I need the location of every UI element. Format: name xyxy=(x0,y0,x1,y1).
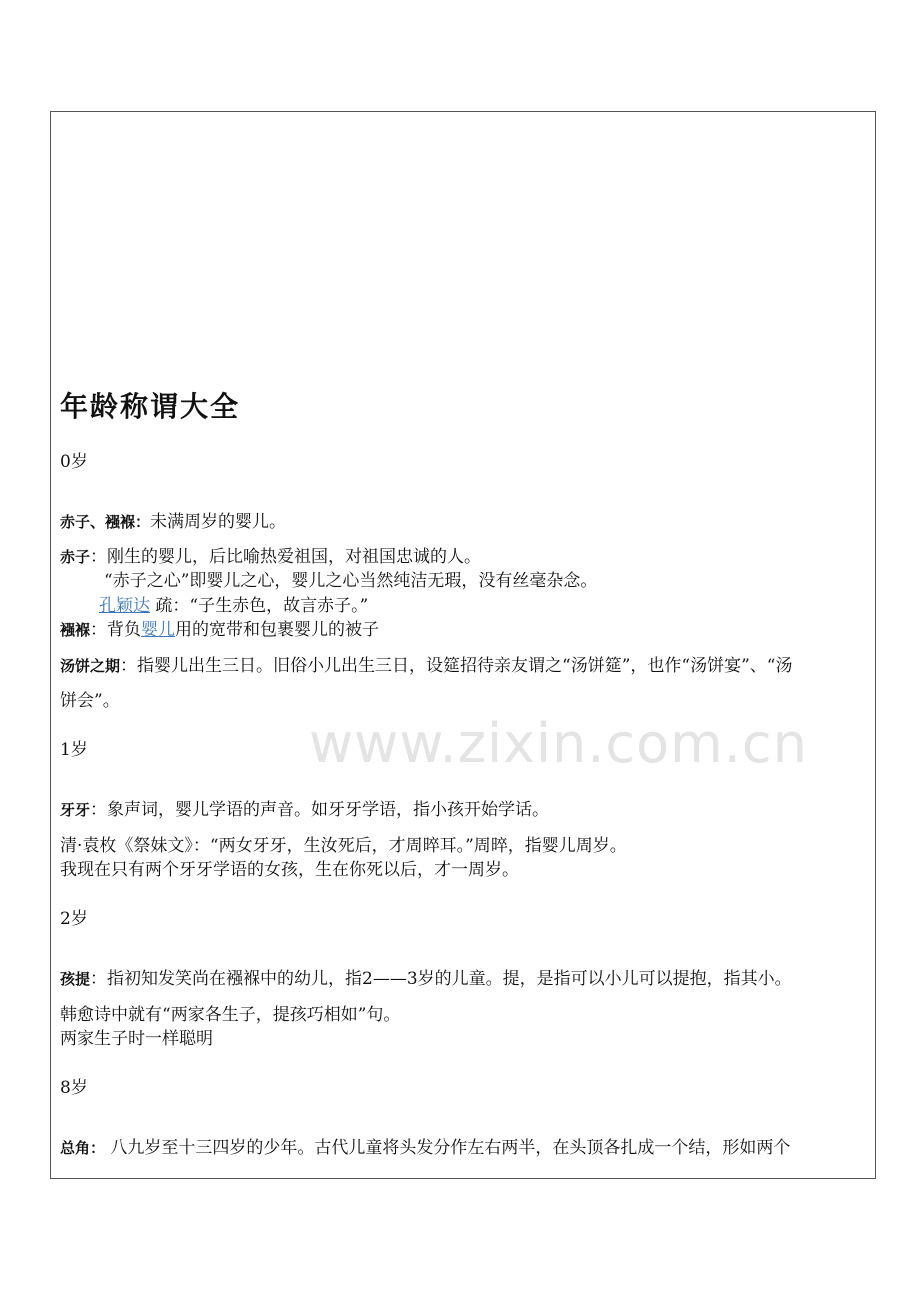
entry-term: 赤子 xyxy=(60,548,91,566)
entry-yaya-line3: 我现在只有两个牙牙学语的女孩，生在你死以后，才一周岁。 xyxy=(60,860,519,880)
entry-text: ：背负 xyxy=(90,620,142,640)
entry-term: 赤子、襁褓： xyxy=(60,513,151,531)
entry-term: 襁褓 xyxy=(60,621,91,639)
entry-text: 疏：“子生赤色，故言赤子。” xyxy=(150,596,369,616)
entry-chizi xyxy=(60,546,481,568)
document-frame xyxy=(50,111,876,1179)
entry-haiti xyxy=(60,968,792,990)
section-heading-age0: 0岁 xyxy=(60,452,88,472)
entry-chizi-line3 xyxy=(99,595,368,617)
entry-term: 总角： xyxy=(60,1139,106,1157)
entry-tangbing xyxy=(60,655,792,677)
watermark: www.zixin.com.cn xyxy=(309,712,808,775)
entry-text: 未满周岁的婴儿。 xyxy=(150,512,287,532)
entry-term: 牙牙 xyxy=(60,801,91,819)
entry-text: ：刚生的婴儿，后比喻热爱祖国，对祖国忠诚的人。 xyxy=(90,547,482,567)
entry-term: 孩提 xyxy=(60,970,91,988)
entry-text: 八九岁至十三四岁的少年。古代儿童将头发分作左右两半，在头顶各扎成一个结，形如两个 xyxy=(105,1138,791,1158)
link-yinger[interactable]: 婴儿 xyxy=(141,620,176,640)
entry-qiangbao xyxy=(60,619,379,641)
entry-haiti-line3: 两家生子时一样聪明 xyxy=(60,1029,213,1049)
entry-chizi-qiangbao xyxy=(60,511,286,533)
entry-tangbing-line2: 饼会”。 xyxy=(60,691,120,711)
entry-text: ：象声词，婴儿学语的声音。如牙牙学语，指小孩开始学话。 xyxy=(90,800,550,820)
entry-text: 用的宽带和包裹婴儿的被子 xyxy=(175,620,380,640)
link-kong-yingda[interactable]: 孔颖达 xyxy=(99,596,150,616)
entry-zongjiao xyxy=(60,1137,790,1159)
section-heading-age2: 2岁 xyxy=(60,909,88,929)
entry-text: ：指初知发笑尚在襁褓中的幼儿，指2——3岁的儿童。提，是指可以小儿可以提抱，指其小。 xyxy=(90,969,792,989)
page-title: 年龄称谓大全 xyxy=(60,390,241,423)
entry-haiti-line2: 韩愈诗中就有“两家各生子，提孩巧相如”句。 xyxy=(60,1005,401,1025)
entry-yaya-line2: 清·袁枚《祭妹文》：“两女牙牙，生汝死后，才周晬耳。”周晬，指婴儿周岁。 xyxy=(60,836,627,856)
section-heading-age1: 1岁 xyxy=(60,740,88,760)
entry-term: 汤饼之期 xyxy=(60,657,121,675)
entry-chizi-line2: “赤子之心”即婴儿之心，婴儿之心当然纯洁无瑕，没有丝毫杂念。 xyxy=(104,571,598,591)
entry-yaya xyxy=(60,799,549,821)
section-heading-age8: 8岁 xyxy=(60,1078,88,1098)
entry-text: ：指婴儿出生三日。旧俗小儿出生三日，设筵招待亲友谓之“汤饼筵”，也作“汤饼宴”、“汤 xyxy=(120,656,793,676)
